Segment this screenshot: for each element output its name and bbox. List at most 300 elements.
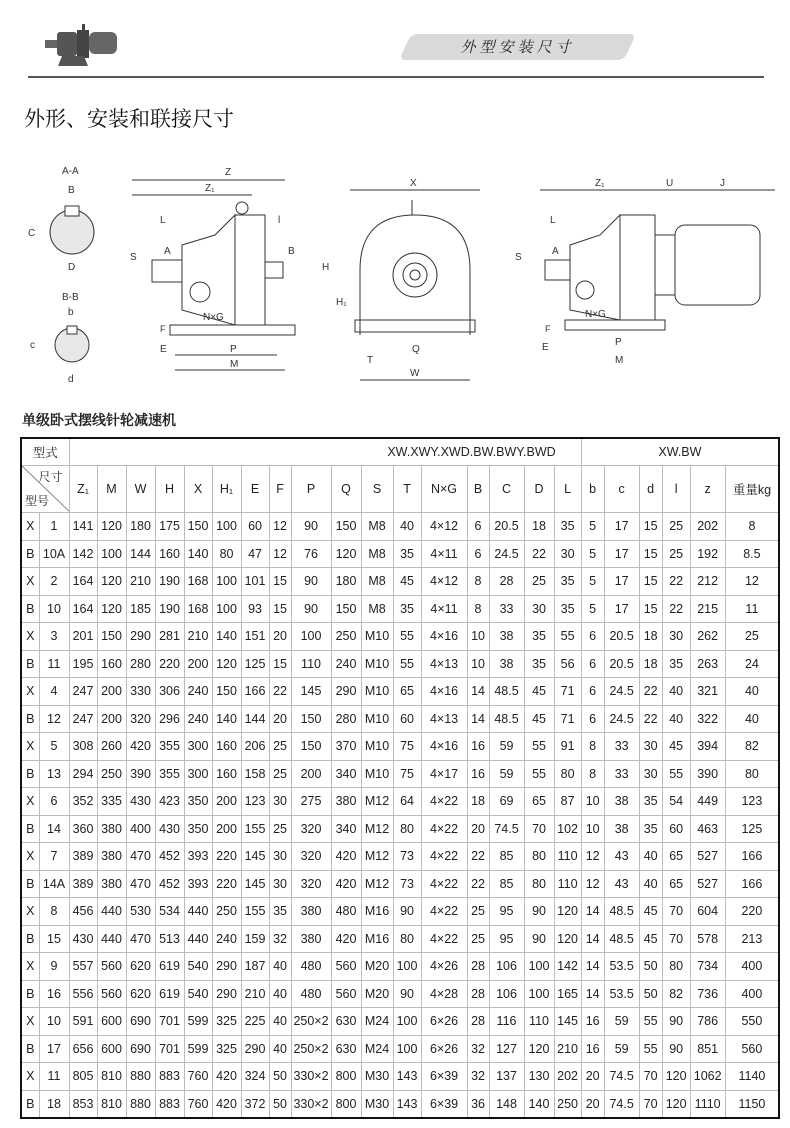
value-cell: 260 [97,733,126,761]
value-cell: 380 [97,870,126,898]
table-row [21,760,779,788]
value-cell: 22 [662,568,690,596]
value-cell: 24.5 [489,540,524,568]
value-cell: 280 [126,650,155,678]
value-cell: 100 [393,1008,421,1036]
value-cell: 4×16 [421,678,467,706]
section-aa-drawing [28,166,94,385]
value-cell: 4×16 [421,733,467,761]
value-cell: 48.5 [489,705,524,733]
column-header: C [489,466,524,513]
value-cell: 168 [184,595,212,623]
value-cell: 71 [554,705,581,733]
value-cell: 74.5 [604,1063,639,1091]
value-cell: M10 [361,678,393,706]
table-row [21,925,779,953]
value-cell: M24 [361,1035,393,1063]
value-cell: 144 [241,705,269,733]
value-cell: 6 [581,650,604,678]
value-cell: 12 [725,568,779,596]
value-cell: 240 [184,678,212,706]
value-cell: 70 [639,1090,662,1118]
value-cell: 90 [291,595,331,623]
value-cell: 619 [155,980,184,1008]
value-cell: 800 [331,1090,361,1118]
value-cell: 40 [639,843,662,871]
value-cell: 55 [554,623,581,651]
series-cell: X [21,953,39,981]
model-cell: 16 [39,980,69,1008]
value-cell: 202 [690,513,725,541]
column-header: D [524,466,554,513]
value-cell: 159 [241,925,269,953]
value-cell: 150 [97,623,126,651]
value-cell: 28 [467,1008,489,1036]
value-cell: 59 [489,760,524,788]
value-cell: 20.5 [604,650,639,678]
value-cell: 30 [662,623,690,651]
series-cell: B [21,595,39,623]
value-cell: 20 [467,815,489,843]
series-cell: X [21,623,39,651]
series-cell: X [21,898,39,926]
model-cell: 14 [39,815,69,843]
value-cell: 28 [467,953,489,981]
dim-label-w: W [410,368,420,379]
value-cell: 40 [269,953,291,981]
value-cell: 17 [604,513,639,541]
value-cell: 25 [467,925,489,953]
value-cell: 420 [212,1090,241,1118]
value-cell: 45 [639,925,662,953]
value-cell: 15 [269,650,291,678]
value-cell: 47 [241,540,269,568]
value-cell: 1150 [725,1090,779,1118]
value-cell: 80 [554,760,581,788]
value-cell: 800 [331,1063,361,1091]
value-cell: 250×2 [291,1008,331,1036]
value-cell: 290 [212,980,241,1008]
value-cell: 6×39 [421,1063,467,1091]
value-cell: 120 [97,595,126,623]
dim-label-h1: H₁ [336,297,347,308]
type-label-cell: 型式 [21,438,69,466]
value-cell: 18 [639,623,662,651]
table-row [21,650,779,678]
model-cell: 11 [39,650,69,678]
value-cell: 420 [331,925,361,953]
value-cell: 190 [155,595,184,623]
value-cell: 80 [524,870,554,898]
value-cell: 50 [639,953,662,981]
value-cell: 440 [184,898,212,926]
value-cell: 100 [212,513,241,541]
value-cell: 38 [489,650,524,678]
value-cell: 4×12 [421,513,467,541]
value-cell: 150 [331,513,361,541]
value-cell: 250×2 [291,1035,331,1063]
value-cell: 141 [69,513,97,541]
table-row [21,623,779,651]
value-cell: 100 [212,595,241,623]
value-cell: 142 [69,540,97,568]
value-cell: 306 [155,678,184,706]
value-cell: 10 [581,815,604,843]
value-cell: 75 [393,760,421,788]
value-cell: 6×26 [421,1008,467,1036]
value-cell: 106 [489,953,524,981]
value-cell: 75 [393,733,421,761]
series-cell: B [21,925,39,953]
value-cell: 60 [662,815,690,843]
dim-label-u: U [666,178,674,189]
value-cell: 300 [184,733,212,761]
value-cell: 102 [554,815,581,843]
value-cell: 82 [662,980,690,1008]
value-cell: 20.5 [604,623,639,651]
value-cell: 48.5 [489,678,524,706]
value-cell: 810 [97,1090,126,1118]
value-cell: 262 [690,623,725,651]
value-cell: 620 [126,980,155,1008]
value-cell: 620 [126,953,155,981]
value-cell: 40 [639,870,662,898]
model-cell: 15 [39,925,69,953]
model-cell: 14A [39,870,69,898]
series-cell: X [21,1063,39,1091]
value-cell: 90 [662,1035,690,1063]
model-cell: 10 [39,595,69,623]
value-cell: 59 [604,1035,639,1063]
dim-label-f: F [160,324,166,334]
value-cell: 25 [269,760,291,788]
value-cell: 619 [155,953,184,981]
value-cell: 38 [604,815,639,843]
value-cell: 140 [212,623,241,651]
model-cell: 6 [39,788,69,816]
value-cell: 22 [662,595,690,623]
value-cell: 187 [241,953,269,981]
value-cell: 360 [69,815,97,843]
value-cell: 25 [662,540,690,568]
value-cell: 560 [331,953,361,981]
dim-label-b-lower: b [68,307,74,318]
column-header: W [126,466,155,513]
value-cell: 656 [69,1035,97,1063]
value-cell: 76 [291,540,331,568]
value-cell: 70 [524,815,554,843]
value-cell: 18 [524,513,554,541]
value-cell: 24 [725,650,779,678]
value-cell: 50 [269,1063,291,1091]
value-cell: 15 [639,513,662,541]
value-cell: 95 [489,898,524,926]
value-cell: 851 [690,1035,725,1063]
value-cell: 110 [554,870,581,898]
value-cell: 380 [97,843,126,871]
value-cell: 853 [69,1090,97,1118]
dim-label-nxg-motor: N×G [585,309,606,320]
value-cell: 110 [524,1008,554,1036]
value-cell: 74.5 [604,1090,639,1118]
value-cell: 130 [524,1063,554,1091]
model-cell: 10 [39,1008,69,1036]
value-cell: 85 [489,843,524,871]
dim-label-f-motor: F [545,324,551,334]
value-cell: 14 [581,898,604,926]
value-cell: M8 [361,513,393,541]
dim-label-m: M [230,359,239,370]
value-cell: 140 [212,705,241,733]
value-cell: 6 [467,540,489,568]
value-cell: M12 [361,788,393,816]
value-cell: 456 [69,898,97,926]
value-cell: 120 [331,540,361,568]
value-cell: 430 [126,788,155,816]
value-cell: 120 [554,898,581,926]
series-cell: X [21,843,39,871]
value-cell: 540 [184,953,212,981]
value-cell: 35 [554,595,581,623]
column-header: L [554,466,581,513]
value-cell: 127 [489,1035,524,1063]
value-cell: 220 [725,898,779,926]
value-cell: 200 [184,650,212,678]
value-cell: 527 [690,843,725,871]
value-cell: 8 [467,568,489,596]
value-cell: M16 [361,898,393,926]
value-cell: 550 [725,1008,779,1036]
value-cell: 390 [126,760,155,788]
value-cell: 760 [184,1063,212,1091]
value-cell: 48.5 [604,925,639,953]
side-view-drawing [130,167,295,370]
value-cell: 440 [97,898,126,926]
value-cell: 25 [662,513,690,541]
column-header: F [269,466,291,513]
value-cell: 4×22 [421,925,467,953]
value-cell: 294 [69,760,97,788]
value-cell: 150 [291,733,331,761]
value-cell: 40 [725,678,779,706]
value-cell: 604 [690,898,725,926]
model-cell: 11 [39,1063,69,1091]
value-cell: 220 [212,843,241,871]
value-cell: 480 [331,898,361,926]
value-cell: 430 [69,925,97,953]
value-cell: 420 [331,843,361,871]
section-aa-label: A-A [62,166,79,177]
value-cell: 389 [69,843,97,871]
table-row [21,540,779,568]
value-cell: 28 [489,568,524,596]
value-cell: 148 [489,1090,524,1118]
dim-label-e: E [160,344,167,355]
value-cell: 352 [69,788,97,816]
value-cell: 40 [725,705,779,733]
value-cell: 736 [690,980,725,1008]
value-cell: 144 [126,540,155,568]
series-cell: X [21,678,39,706]
value-cell: 30 [269,843,291,871]
value-cell: 690 [126,1035,155,1063]
model-cell: 5 [39,733,69,761]
value-cell: 452 [155,870,184,898]
value-cell: 151 [241,623,269,651]
value-cell: 123 [241,788,269,816]
value-cell: 48.5 [604,898,639,926]
series-cell: B [21,815,39,843]
value-cell: 215 [690,595,725,623]
series-cell: B [21,1090,39,1118]
value-cell: 340 [331,760,361,788]
value-cell: 250 [212,898,241,926]
value-cell: 30 [639,760,662,788]
value-cell: 24.5 [604,705,639,733]
dim-label-l-motor: L [550,215,556,226]
value-cell: 330×2 [291,1090,331,1118]
value-cell: M24 [361,1008,393,1036]
value-cell: 420 [126,733,155,761]
value-cell: 355 [155,733,184,761]
value-cell: 220 [155,650,184,678]
value-cell: M30 [361,1063,393,1091]
table-row [21,595,779,623]
value-cell: 883 [155,1090,184,1118]
value-cell: 560 [97,980,126,1008]
value-cell: 90 [291,568,331,596]
value-cell: 240 [212,925,241,953]
value-cell: 65 [662,870,690,898]
dimension-drawings [20,160,780,405]
value-cell: 155 [241,815,269,843]
dim-label-z: Z [225,167,232,178]
value-cell: 35 [393,595,421,623]
series-cell: X [21,568,39,596]
value-cell: 65 [393,678,421,706]
value-cell: 600 [97,1035,126,1063]
value-cell: 690 [126,1008,155,1036]
dim-label-s-motor: S [515,252,522,263]
table-row [21,1008,779,1036]
value-cell: 4×12 [421,568,467,596]
value-cell: 6 [467,513,489,541]
model-cell: 7 [39,843,69,871]
value-cell: 4×22 [421,870,467,898]
value-cell: 805 [69,1063,97,1091]
value-cell: 17 [604,595,639,623]
value-cell: 100 [393,953,421,981]
value-cell: 22 [269,678,291,706]
value-cell: 180 [126,513,155,541]
series-cell: B [21,760,39,788]
column-header: Z₁ [69,466,97,513]
value-cell: 560 [97,953,126,981]
value-cell: 80 [524,843,554,871]
value-cell: 145 [291,678,331,706]
value-cell: 90 [524,898,554,926]
value-cell: 35 [524,650,554,678]
value-cell: 45 [639,898,662,926]
value-cell: 20.5 [489,513,524,541]
value-cell: 280 [331,705,361,733]
value-cell: 330×2 [291,1063,331,1091]
value-cell: 4×13 [421,705,467,733]
value-cell: 36 [467,1090,489,1118]
table-row [21,513,779,541]
value-cell: 82 [725,733,779,761]
value-cell: 308 [69,733,97,761]
value-cell: 65 [524,788,554,816]
value-cell: 420 [212,1063,241,1091]
value-cell: 25 [725,623,779,651]
value-cell: 452 [155,843,184,871]
value-cell: 281 [155,623,184,651]
value-cell: 1140 [725,1063,779,1091]
value-cell: 30 [269,788,291,816]
value-cell: M10 [361,705,393,733]
value-cell: 80 [662,953,690,981]
value-cell: 6×26 [421,1035,467,1063]
dim-label-c-lower: c [30,340,35,351]
value-cell: 35 [269,898,291,926]
value-cell: 166 [241,678,269,706]
value-cell: 560 [725,1035,779,1063]
corner-size-label: 尺寸 [38,470,63,484]
value-cell: 5 [581,513,604,541]
model-cell: 9 [39,953,69,981]
value-cell: 145 [241,843,269,871]
value-cell: 85 [489,870,524,898]
value-cell: 330 [126,678,155,706]
value-cell: 25 [467,898,489,926]
value-cell: 32 [467,1063,489,1091]
value-cell: 320 [126,705,155,733]
value-cell: 150 [331,595,361,623]
value-cell: 120 [554,925,581,953]
dim-label-c-upper: C [28,228,36,239]
value-cell: 400 [126,815,155,843]
value-cell: 630 [331,1008,361,1036]
value-cell: 22 [467,870,489,898]
value-cell: 320 [291,870,331,898]
value-cell: M8 [361,540,393,568]
value-cell: 320 [291,815,331,843]
value-cell: 55 [662,760,690,788]
banner-title: 外型安装尺寸 [460,38,575,56]
value-cell: 33 [604,760,639,788]
value-cell: 90 [662,1008,690,1036]
value-cell: 140 [184,540,212,568]
column-header: X [184,466,212,513]
column-header: Q [331,466,361,513]
value-cell: 880 [126,1090,155,1118]
model-cell: 12 [39,705,69,733]
value-cell: 38 [489,623,524,651]
section-mark-a-motor: A [552,246,559,257]
value-cell: 370 [331,733,361,761]
value-cell: 45 [662,733,690,761]
group-header-full-series: XW.XWY.XWD.BW.BWY.BWD [69,438,581,466]
value-cell: 400 [725,980,779,1008]
dimension-table [20,437,780,1119]
value-cell: 90 [393,898,421,926]
value-cell: 701 [155,1035,184,1063]
value-cell: 45 [393,568,421,596]
value-cell: 17 [604,568,639,596]
value-cell: 30 [554,540,581,568]
value-cell: 4×22 [421,788,467,816]
